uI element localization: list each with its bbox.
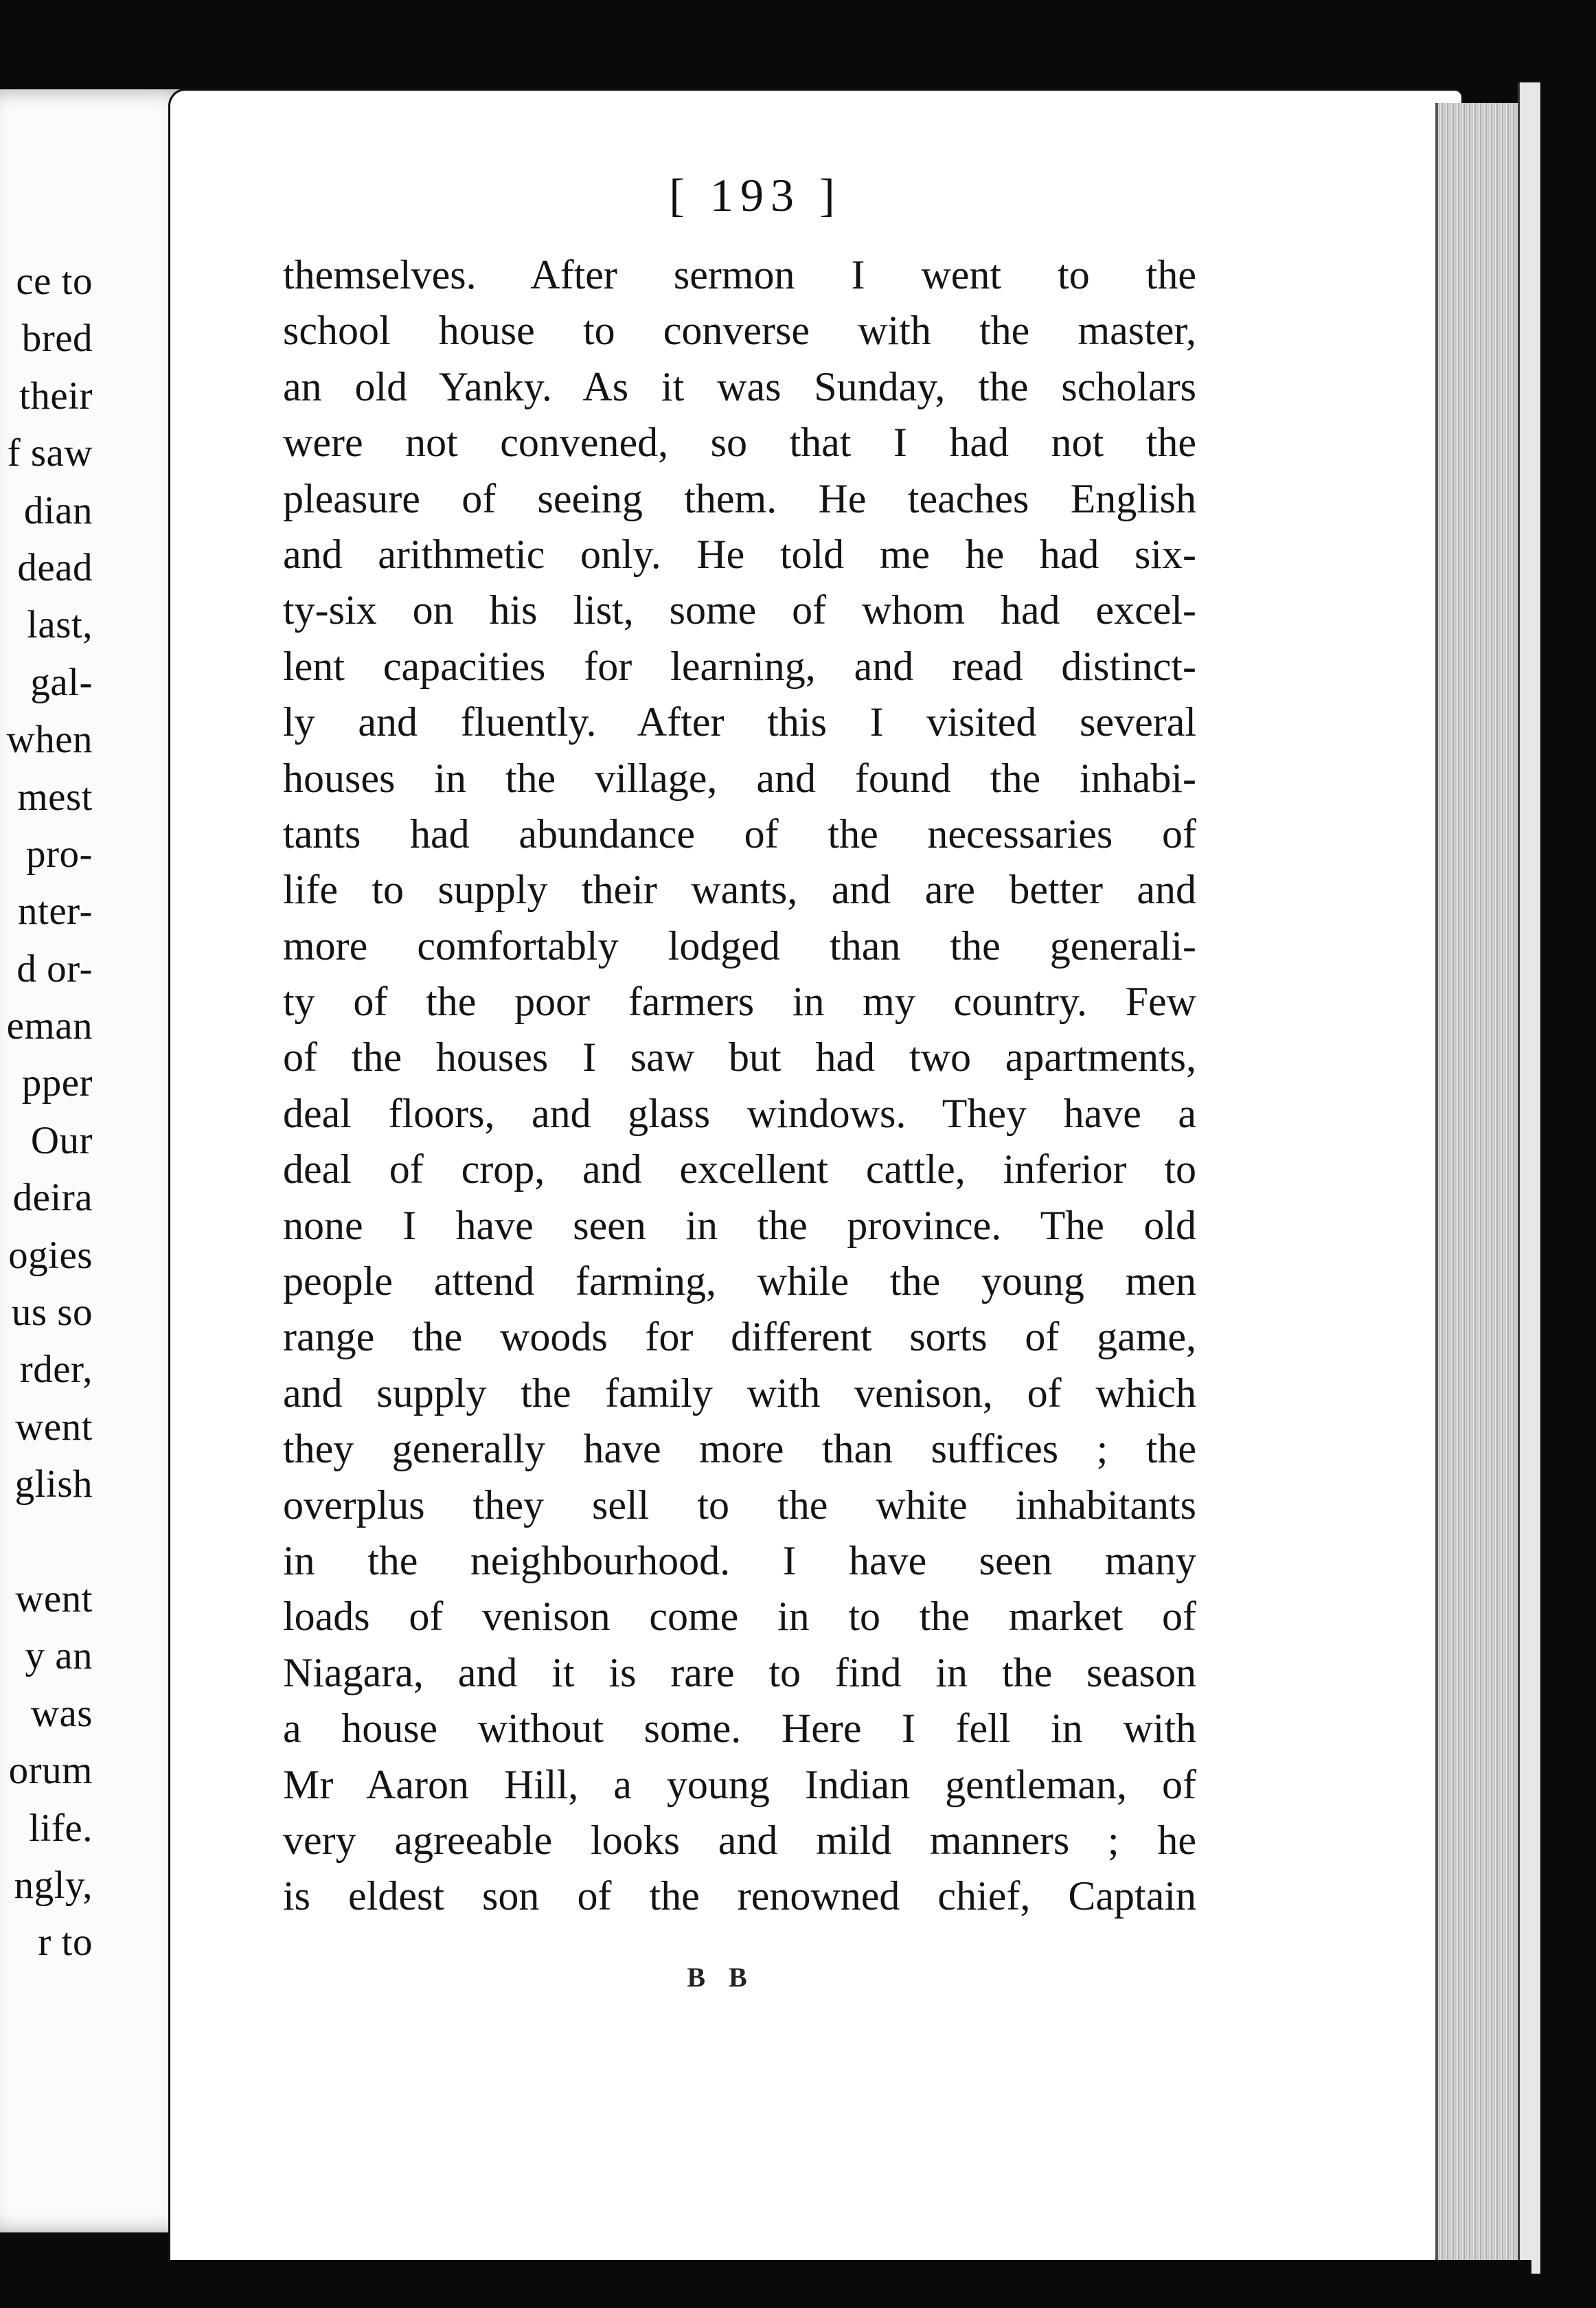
text-line: is eldest son of the renowned chief, Captain xyxy=(283,1873,1196,1919)
signature-mark: B B xyxy=(687,1962,755,1993)
text-line: and arithmetic only. He told me he had six- xyxy=(283,531,1196,577)
text-line: an old Yanky. As it was Sunday, the scholars xyxy=(283,363,1196,409)
text-line: deal of crop, and excellent cattle, inferior to xyxy=(283,1146,1196,1192)
left-text-line: last, xyxy=(27,603,93,647)
left-text-line: glish xyxy=(14,1462,93,1506)
left-text-line: orum xyxy=(8,1749,93,1793)
text-line: range the woods for different sorts of game, xyxy=(283,1314,1196,1360)
text-line: people attend farming, while the young men xyxy=(283,1258,1196,1304)
text-line: school house to converse with the master, xyxy=(283,308,1196,354)
text-line: very agreeable looks and mild manners ; he xyxy=(283,1817,1196,1863)
left-text-line: r to xyxy=(38,1921,93,1965)
text-line: in the neighbourhood. I have seen many xyxy=(283,1537,1196,1583)
left-text-line: nter- xyxy=(18,890,93,934)
left-facing-page xyxy=(0,89,196,2232)
text-line: and supply the family with venison, of which xyxy=(283,1370,1196,1416)
left-text-line: f saw xyxy=(7,431,93,475)
left-page-text xyxy=(0,253,93,1971)
left-text-line: mest xyxy=(17,775,93,819)
text-line: none I have seen in the province. The old xyxy=(283,1202,1196,1248)
left-text-line: their xyxy=(19,374,93,418)
left-text-line: went xyxy=(15,1576,93,1620)
text-line: houses in the village, and found the inhabi- xyxy=(283,755,1196,801)
left-text-line: y an xyxy=(25,1634,93,1678)
text-line: life to supply their wants, and are better and xyxy=(283,867,1196,913)
text-line: themselves. After sermon I went to the xyxy=(283,252,1196,297)
left-text-line: ogies xyxy=(8,1233,93,1277)
text-line: Mr Aaron Hill, a young Indian gentleman, of xyxy=(283,1761,1196,1807)
left-text-line: bred xyxy=(21,317,93,361)
left-text-line: rder, xyxy=(19,1348,93,1392)
left-text-line: was xyxy=(30,1691,93,1735)
bottom-edge xyxy=(158,2260,1531,2308)
text-line: deal floors, and glass windows. They have a xyxy=(283,1090,1196,1136)
left-text-line: pro- xyxy=(26,832,93,876)
left-text-line: us so xyxy=(11,1291,93,1335)
text-line: more comfortably lodged than the generali- xyxy=(283,923,1196,969)
left-text-line: gal- xyxy=(30,660,93,704)
left-text-line: dead xyxy=(17,545,93,589)
text-line: were not convened, so that I had not the xyxy=(283,420,1196,466)
text-line: ty-six on his list, some of whom had excel- xyxy=(283,587,1196,633)
text-line: a house without some. Here I fell in with xyxy=(283,1706,1196,1752)
page-number-header: [ 193 ] xyxy=(669,169,842,221)
binding-edge xyxy=(1518,82,1540,2274)
left-text-line: went xyxy=(15,1405,93,1449)
left-text-line: eman xyxy=(6,1004,93,1048)
text-line: ty of the poor farmers in my country. Few xyxy=(283,979,1196,1025)
stacked-page-edges xyxy=(1435,103,1520,2267)
left-text-line: ngly, xyxy=(14,1863,93,1907)
text-line: pleasure of seeing them. He teaches English xyxy=(283,475,1196,521)
text-line: tants had abundance of the necessaries of xyxy=(283,811,1196,857)
text-line: they generally have more than suffices ; the xyxy=(283,1426,1196,1472)
text-line: of the houses I saw but had two apartments, xyxy=(283,1034,1196,1081)
left-text-line: pper xyxy=(21,1061,93,1105)
left-text-line: dian xyxy=(23,488,93,532)
left-text-line: when xyxy=(6,718,93,762)
left-text-line: deira xyxy=(12,1176,93,1220)
text-line: loads of venison come in to the market of xyxy=(283,1594,1196,1640)
text-line: Niagara, and it is rare to find in the season xyxy=(283,1649,1196,1695)
left-text-line: ce to xyxy=(16,260,93,303)
left-text-line: life. xyxy=(29,1806,93,1850)
left-text-line: d or- xyxy=(16,947,93,991)
text-line: ly and fluently. After this I visited several xyxy=(283,699,1196,745)
text-line: lent capacities for learning, and read distinct- xyxy=(283,643,1196,689)
left-text-line xyxy=(0,1513,93,1570)
left-text-line: Our xyxy=(30,1118,93,1162)
body-text xyxy=(283,247,1196,1925)
text-line: overplus they sell to the white inhabitants xyxy=(283,1482,1196,1528)
